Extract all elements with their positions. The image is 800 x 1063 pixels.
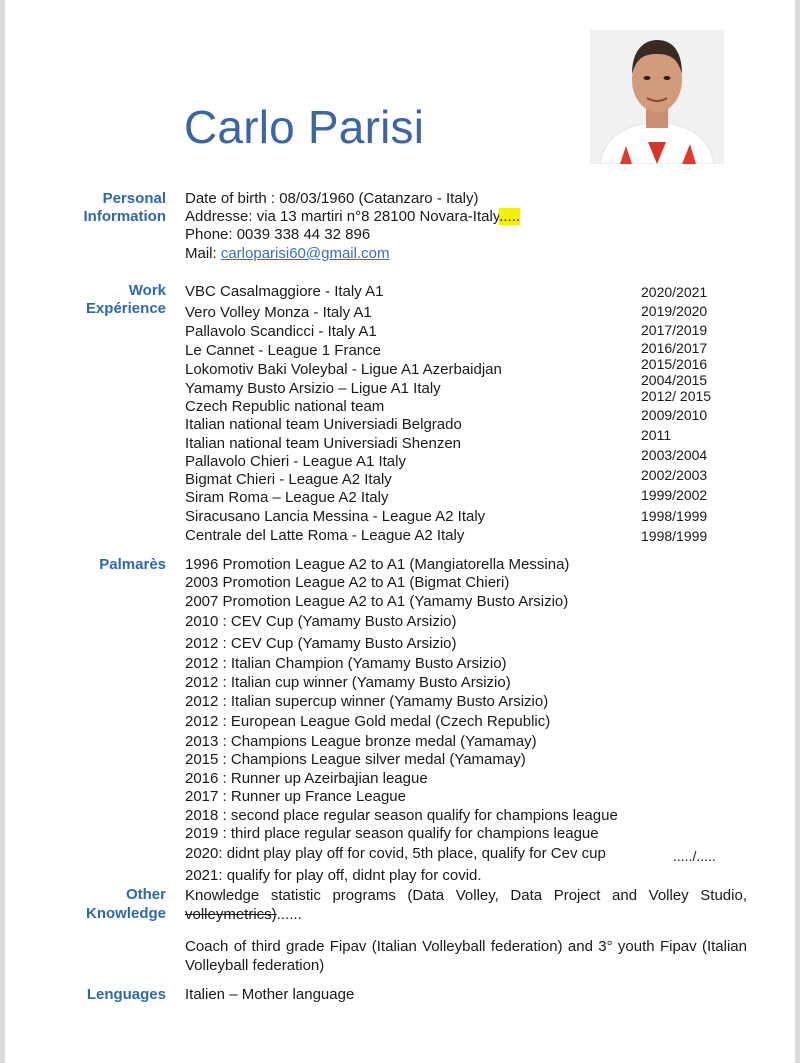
address-text: Addresse: via 13 martiri n°8 28100 Novara-Italy	[185, 208, 500, 225]
palmares-item: 2012 : European League Gold medal (Czech Republic)	[185, 713, 551, 730]
address-highlight: .....	[499, 208, 521, 225]
other-knowledge-coaching: Coach of third grade Fipav (Italian Volleyball federation) and 3° youth Fipav (Italian Volleyball federation)	[185, 938, 747, 974]
palmares-item: 2017 : Runner up France League	[185, 788, 406, 805]
language-value: Italien – Mother language	[185, 986, 355, 1003]
palmares-item: 2015 : Champions League silver medal (Yamamay)	[185, 751, 526, 768]
address	[185, 208, 520, 226]
palmares-item: 2003 Promotion League A2 to A1 (Bigmat Chieri)	[185, 574, 510, 591]
work-item-years: 2015/2016	[641, 356, 708, 372]
stats-struck-text: volleymetrics)	[185, 906, 277, 923]
phone: Phone: 0039 338 44 32 896	[185, 226, 371, 243]
cv-name-title: Carlo Parisi	[184, 101, 425, 153]
work-item: Centrale del Latte Roma - League A2 Italy	[185, 527, 465, 544]
work-item-years: 2016/2017	[641, 340, 708, 356]
section-label-personal-1: Personal	[102, 190, 166, 207]
work-item: Italian national team Universiadi Belgrado	[185, 416, 462, 433]
palmares-item: 2013 : Champions League bronze medal (Yamamay)	[185, 733, 537, 750]
stats-text: Knowledge statistic programs (Data Volley, Data Project and Volley Studio,	[185, 887, 747, 904]
stats-trail: ......	[276, 906, 302, 923]
work-item-years: 2011	[641, 427, 672, 443]
work-item: Yamamy Busto Arsizio – Ligue A1 Italy	[185, 380, 441, 397]
palmares-item: 2018 : second place regular season qualify for champions league	[185, 807, 618, 824]
palmares-item: 2010 : CEV Cup (Yamamy Busto Arsizio)	[185, 613, 457, 630]
work-item-years: 2019/2020	[641, 303, 708, 319]
palmares-item: 2021: qualify for play off, didnt play for covid.	[185, 867, 482, 884]
work-item: Bigmat Chieri - League A2 Italy	[185, 471, 392, 488]
section-label-work-1: Work	[128, 282, 166, 299]
work-item: Pallavolo Chieri - League A1 Italy	[185, 453, 406, 470]
continuation-mark: ...../.....	[673, 848, 716, 864]
portrait-image	[590, 30, 724, 164]
section-label-work-2: Expérience	[85, 300, 166, 317]
work-item-years: 1999/2002	[641, 487, 708, 503]
work-item-years: 2004/2015	[641, 372, 708, 388]
work-item-years: 2017/2019	[641, 322, 708, 338]
work-item-years: 2009/2010	[641, 407, 708, 423]
other-knowledge-statistics	[185, 886, 747, 924]
work-item: Siracusano Lancia Messina - League A2 Italy	[185, 508, 486, 525]
work-item: Italian national team Universiadi Shenzen	[185, 435, 461, 452]
work-item-years: 1998/1999	[641, 528, 708, 544]
palmares-item: 2007 Promotion League A2 to A1 (Yamamy Busto Arsizio)	[185, 593, 569, 610]
work-item-years: 2012/ 2015	[641, 388, 712, 404]
work-item: Lokomotiv Baki Voleybal - Ligue A1 Azerbaidjan	[185, 361, 502, 378]
section-label-other-1: Other	[125, 886, 166, 903]
work-item: Czech Republic national team	[185, 398, 385, 415]
profile-photo	[590, 30, 724, 164]
work-item-years: 2003/2004	[641, 447, 708, 463]
work-item-years: 1998/1999	[641, 508, 708, 524]
date-of-birth: Date of birth : 08/03/1960 (Catanzaro - Italy)	[185, 190, 479, 207]
palmares-item: 2016 : Runner up Azeirbajian league	[185, 770, 428, 787]
work-item-years: 2020/2021	[641, 284, 708, 300]
palmares-item: 2012 : Italian supercup winner (Yamamy Busto Arsizio)	[185, 693, 549, 710]
palmares-item: 2019 : third place regular season qualify for champions league	[185, 825, 599, 842]
section-label-palmares: Palmarès	[99, 556, 166, 573]
palmares-item: 2012 : Italian cup winner (Yamamy Busto Arsizio)	[185, 674, 511, 691]
mail-row	[185, 245, 389, 263]
work-item: Le Cannet - League 1 France	[185, 342, 381, 359]
section-label-other-2: Knowledge	[85, 905, 166, 922]
work-item-years: 2002/2003	[641, 467, 708, 483]
work-item: Siram Roma – League A2 Italy	[185, 489, 389, 506]
work-item: Vero Volley Monza - Italy A1	[185, 304, 372, 321]
section-label-personal-2: Information	[83, 208, 166, 225]
page-edge-right	[795, 0, 800, 1063]
work-item: Pallavolo Scandicci - Italy A1	[185, 323, 377, 340]
mail-link[interactable]: carloparisi60@gmail.com	[220, 245, 390, 262]
palmares-item: 2012 : Italian Champion (Yamamy Busto Arsizio)	[185, 655, 507, 672]
mail-label: Mail:	[185, 245, 221, 262]
palmares-item: 2012 : CEV Cup (Yamamy Busto Arsizio)	[185, 635, 457, 652]
section-label-languages: Lenguages	[86, 986, 166, 1003]
palmares-item: 1996 Promotion League A2 to A1 (Mangiatorella Messina)	[185, 556, 570, 573]
palmares-item: 2020: didnt play play off for covid, 5th place, qualify for Cev cup	[185, 845, 606, 862]
work-item: VBC Casalmaggiore - Italy A1	[185, 283, 384, 300]
